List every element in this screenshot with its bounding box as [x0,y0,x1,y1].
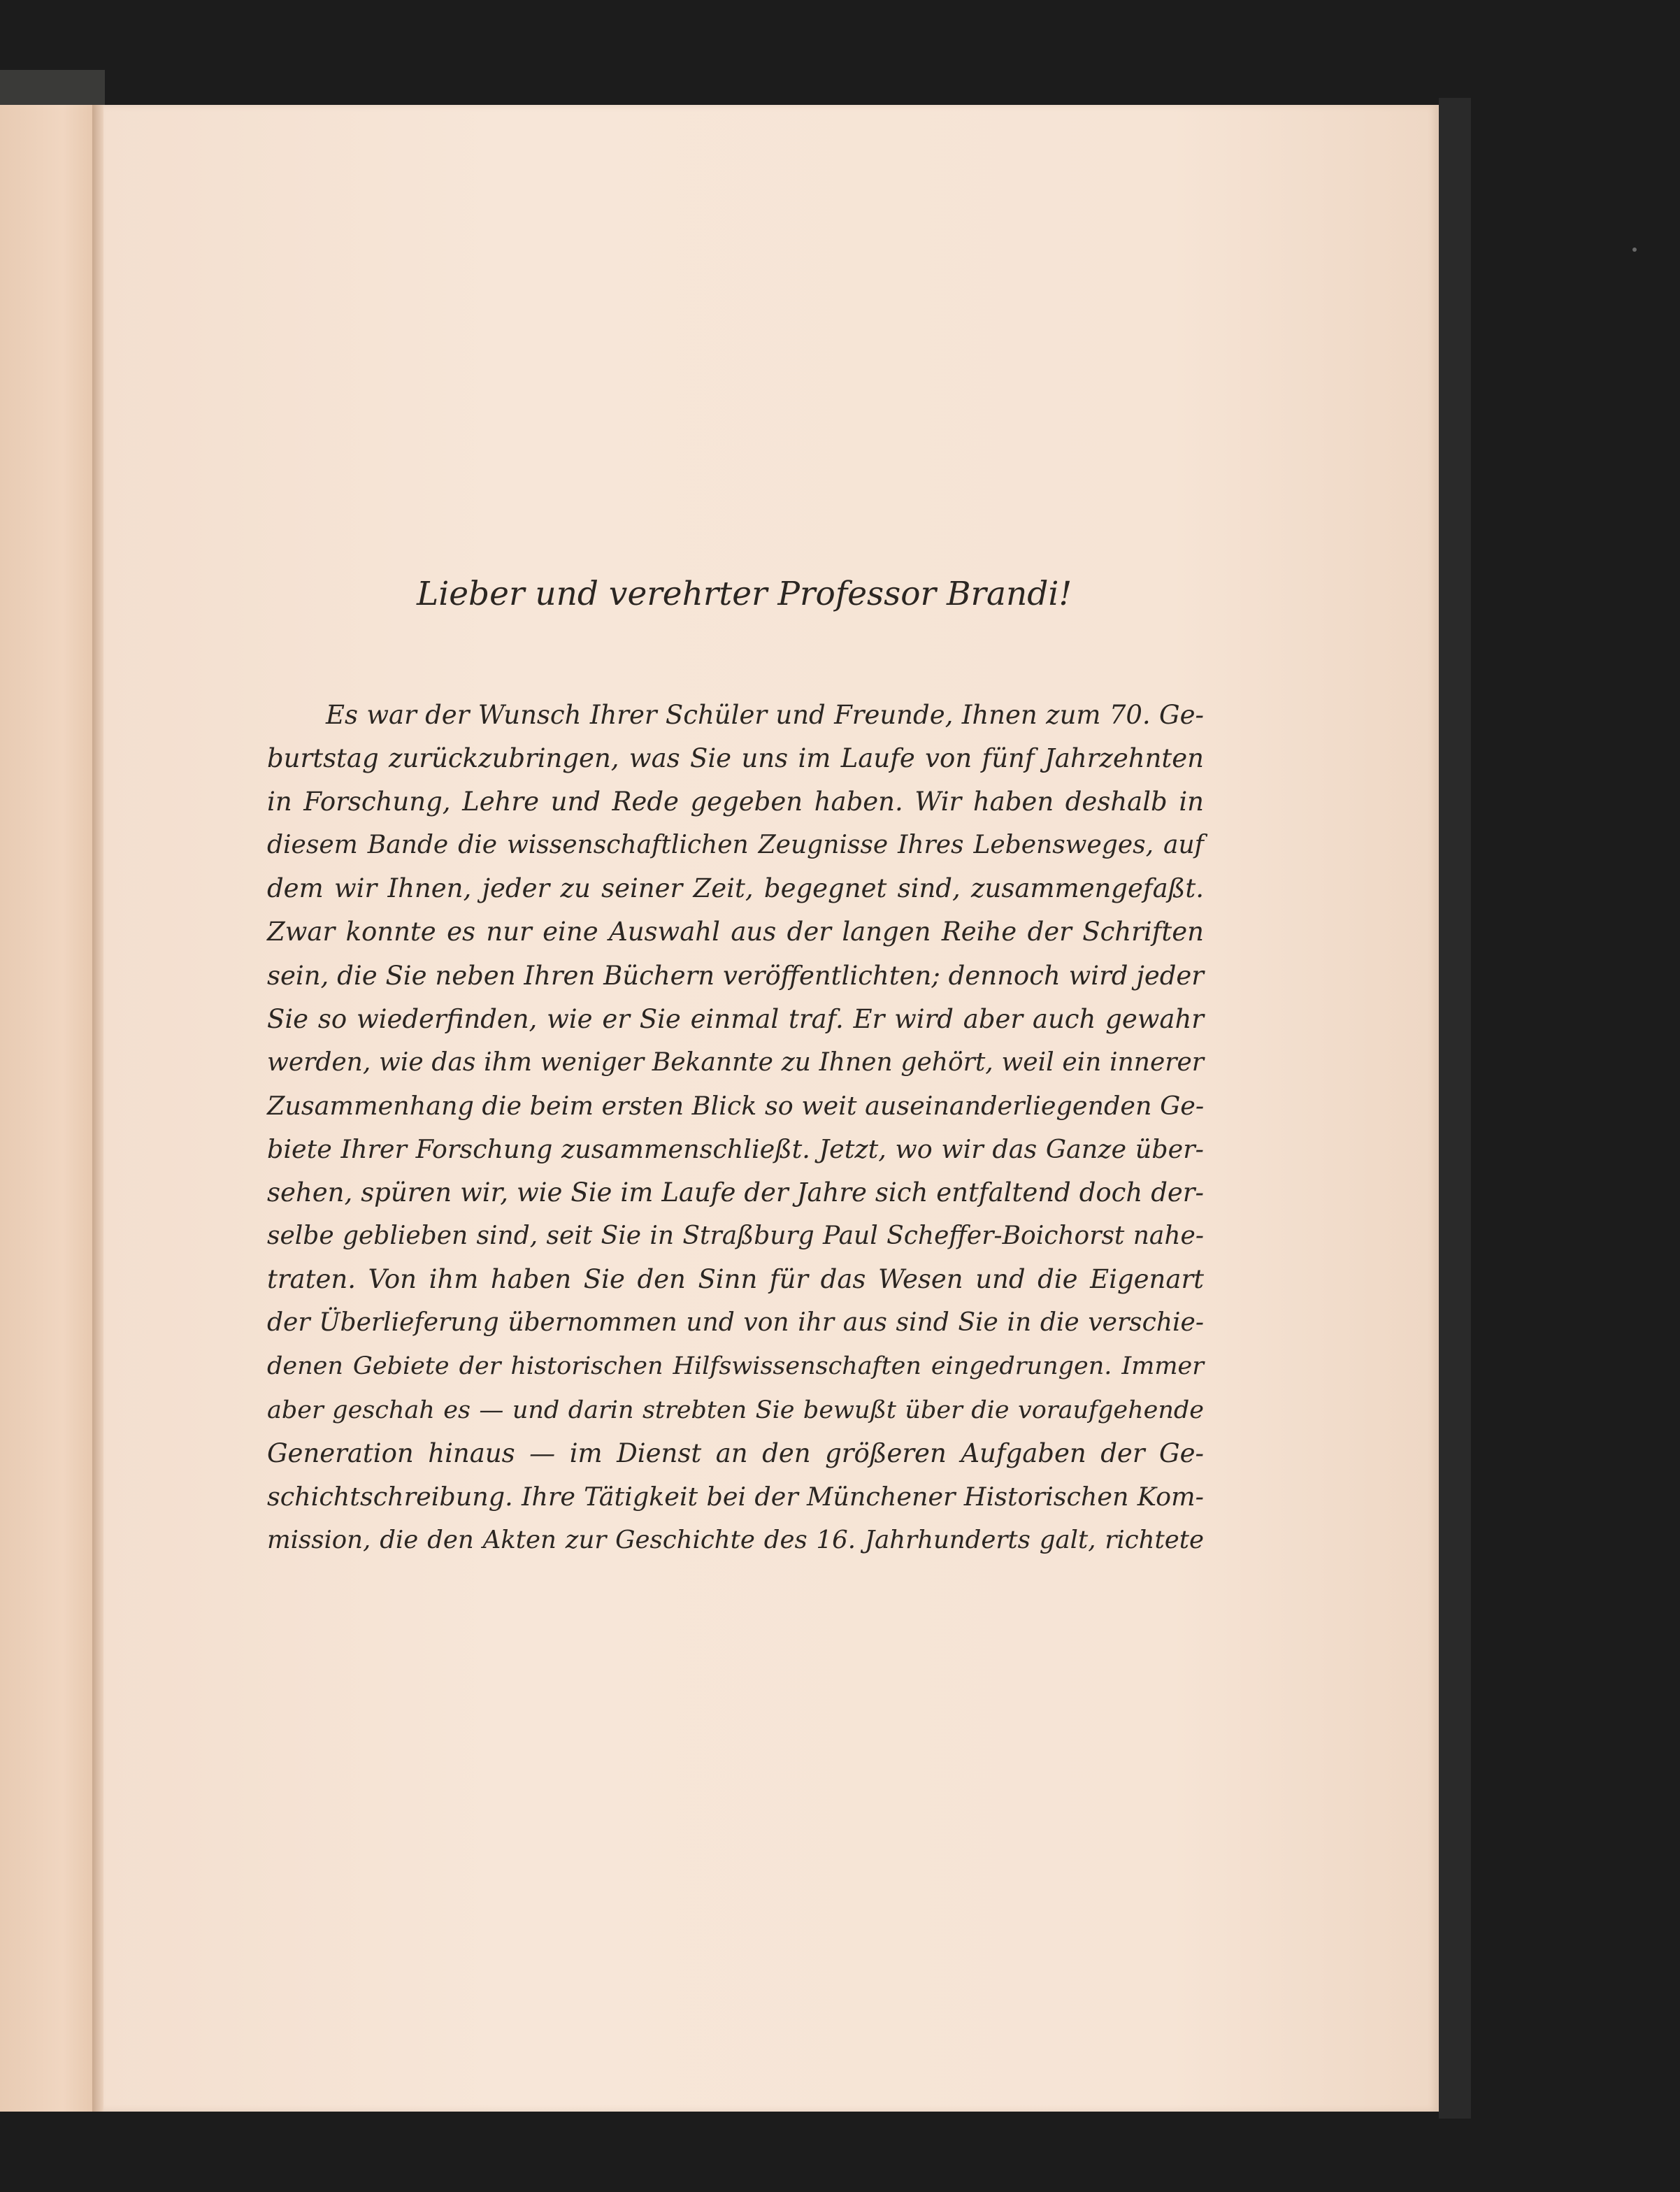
text-line: aber geschah es — und darin strebten Sie bewußt über die voraufgehende [267,1396,1204,1424]
text-line: dem wir Ihnen, jeder zu seiner Zeit, begegnet sind, zusammengefaßt. [267,873,1204,904]
text-line: mission, die den Akten zur Geschichte des 16. Jahrhunderts galt, richtete [267,1525,1204,1554]
text-line: in Forschung, Lehre und Rede gegeben haben. Wir haben deshalb in [267,787,1204,817]
text-line: Zusammenhang die beim ersten Blick so weit auseinanderliegenden Ge- [267,1090,1205,1121]
letter-body [267,694,1204,1562]
text-line: diesem Bande die wissenschaftlichen Zeugnisse Ihres Lebensweges, auf [267,831,1204,860]
text-line: sein, die Sie neben Ihren Büchern veröffentlichten; dennoch wird jeder [267,960,1204,991]
text-line: schichtschreibung. Ihre Tätigkeit bei der Münchener Historischen Kom- [267,1481,1204,1512]
page-edge-shadow [1439,98,1471,2119]
left-page [0,105,105,2112]
text-line: Es war der Wunsch Ihrer Schüler und Freunde, Ihnen zum 70. Ge- [326,700,1204,730]
text-line: sehen, spüren wir, wie Sie im Laufe der Jahre sich entfaltend doch der- [267,1177,1204,1208]
scan-speck [1632,248,1637,252]
text-line: Generation hinaus — im Dienst an den größeren Aufgaben der Ge- [267,1438,1204,1468]
text-line: selbe geblieben sind, seit Sie in Straßburg Paul Scheffer-Boichorst nahe- [267,1222,1204,1251]
text-line: burtstag zurückzubringen, was Sie uns im Laufe von fünf Jahrzehnten [267,743,1204,774]
text-line: biete Ihrer Forschung zusammenschließt. Jetzt, wo wir das Ganze über- [267,1133,1204,1164]
text-line: der Überlieferung übernommen und von ihr aus sind Sie in die verschie- [267,1308,1204,1338]
text-line: denen Gebiete der historischen Hilfswissenschaften eingedrungen. Immer [267,1352,1204,1381]
text-line: Sie so wiederfinden, wie er Sie einmal traf. Er wird aber auch gewahr [267,1003,1204,1034]
text-line: werden, wie das ihm weniger Bekannte zu Ihnen gehört, weil ein innerer [267,1047,1204,1077]
letter-salutation: Lieber und verehrter Professor Brandi! [417,575,1072,613]
text-line: Zwar konnte es nur eine Auswahl aus der langen Reihe der Schriften [267,917,1204,947]
text-line: traten. Von ihm haben Sie den Sinn für das Wesen und die Eigenart [267,1264,1204,1295]
